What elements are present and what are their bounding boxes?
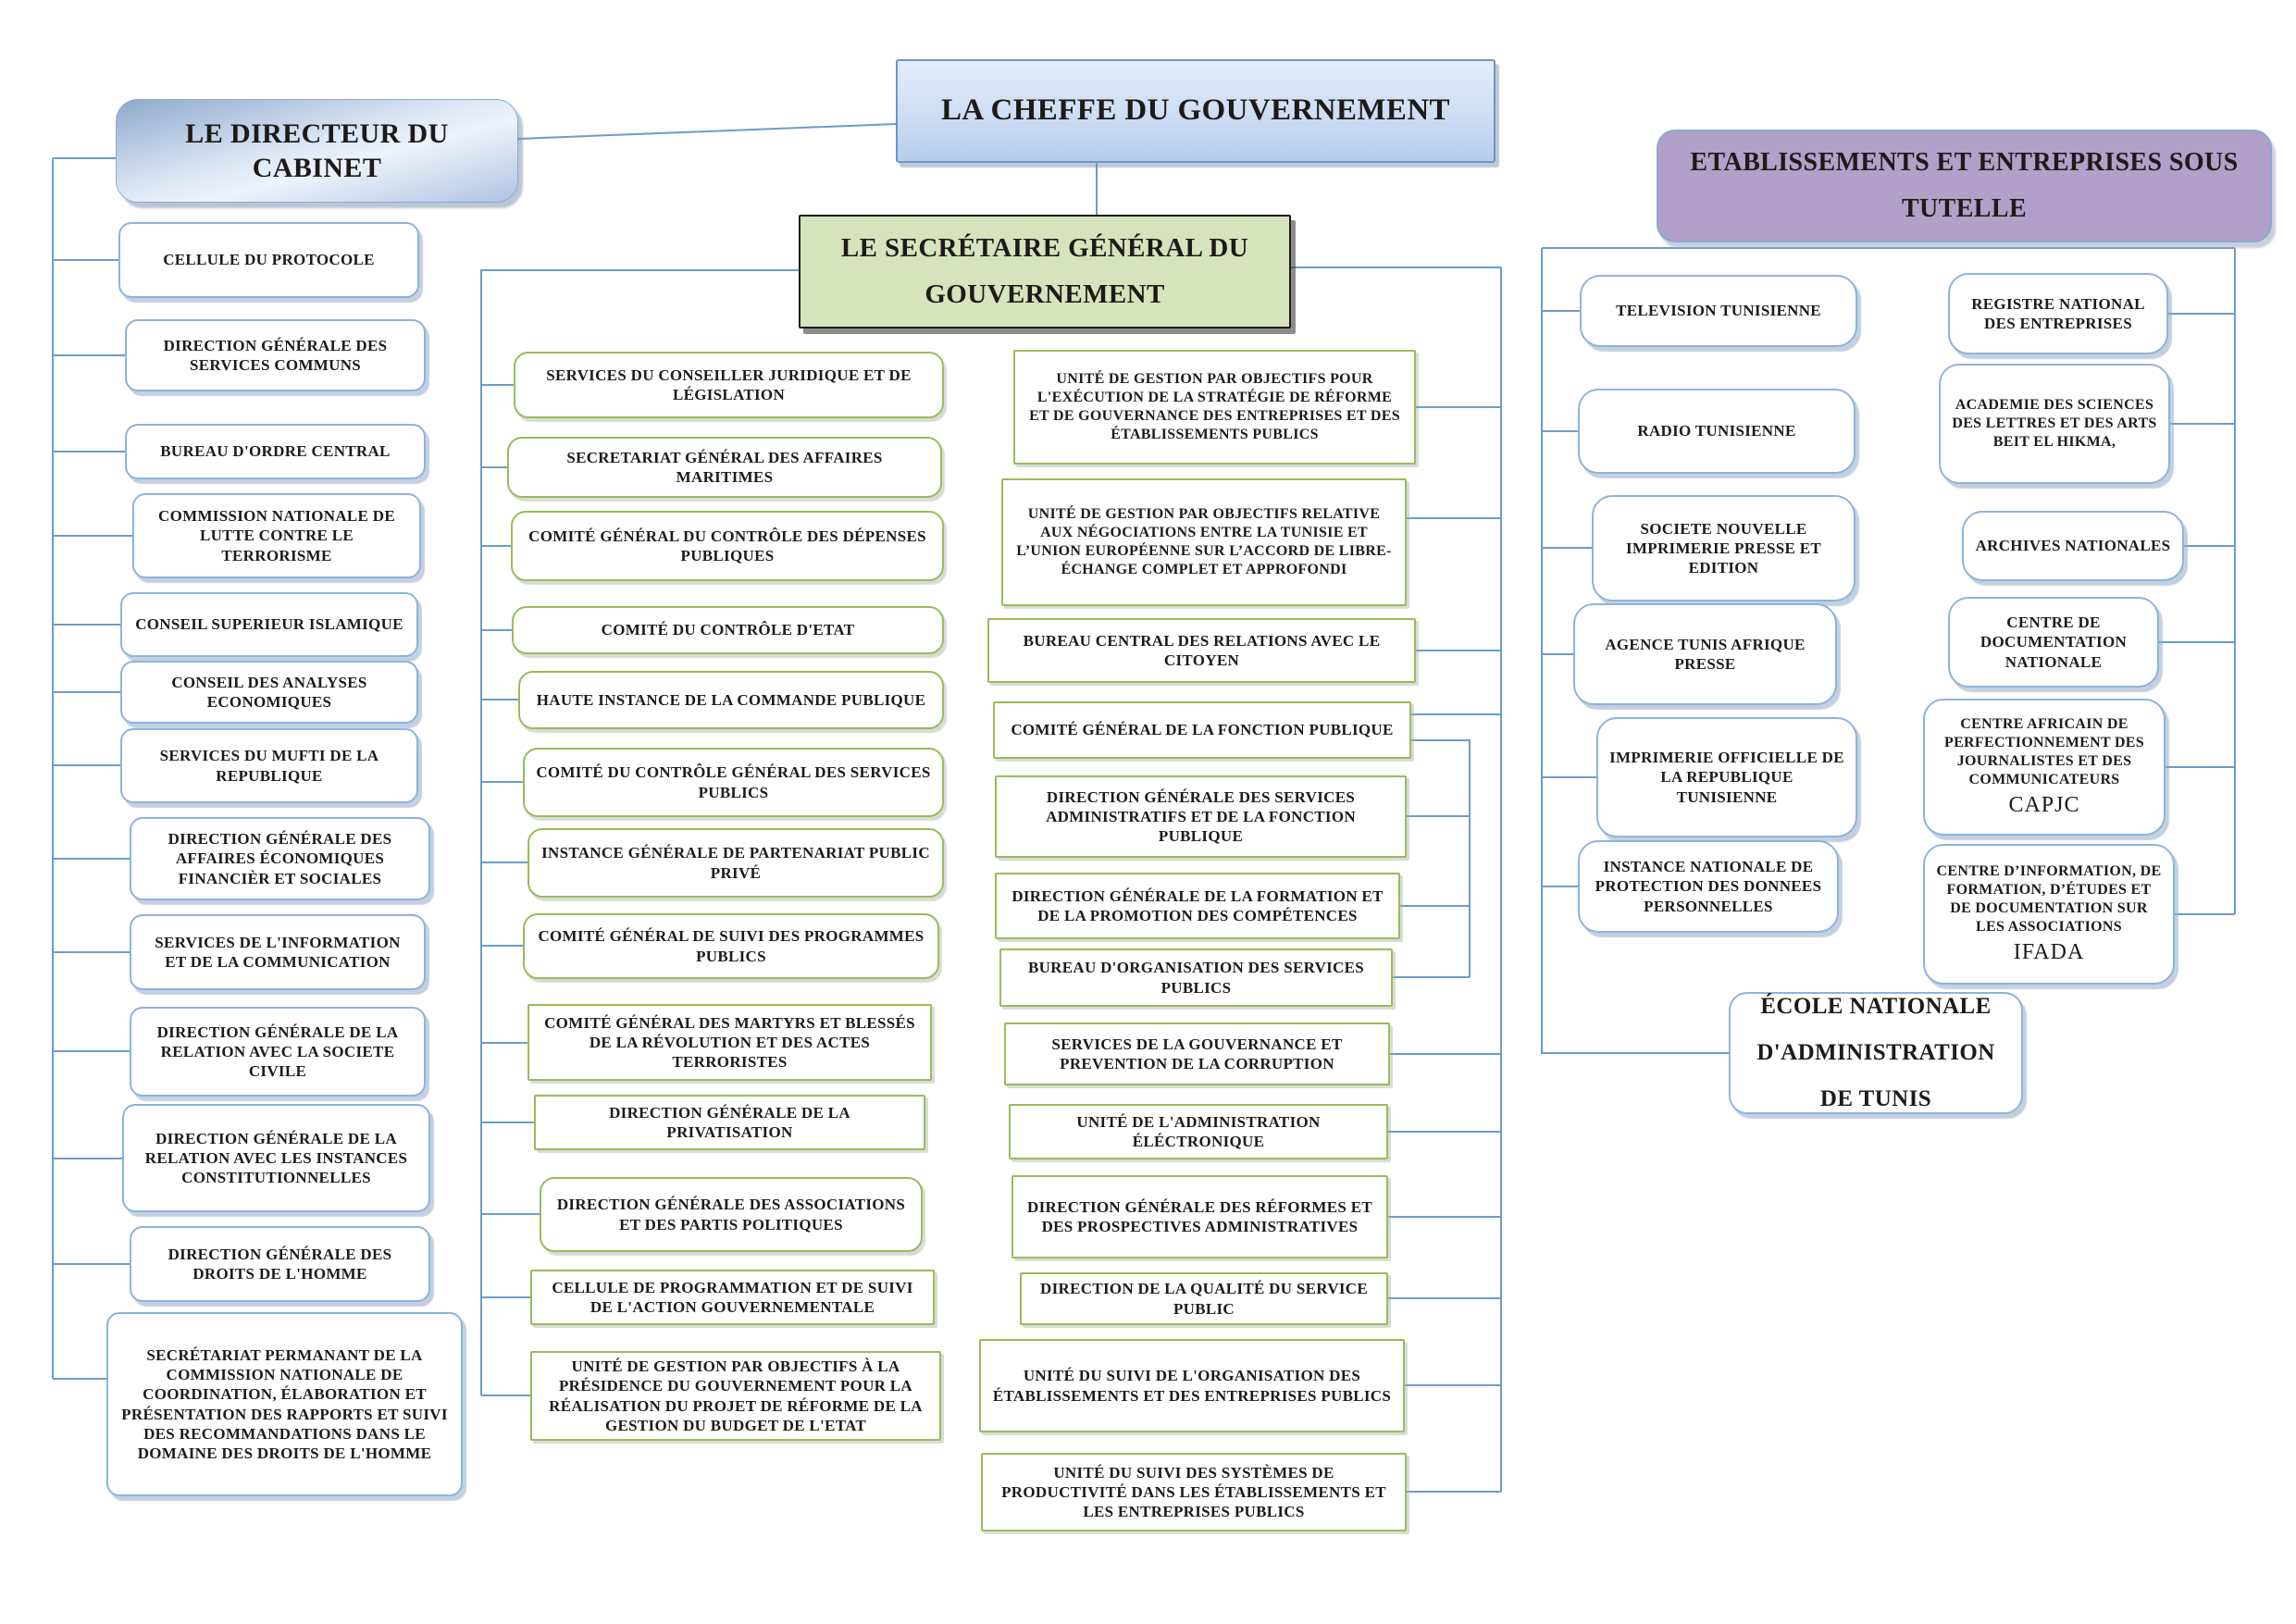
node-label: SERVICES DU MUFTI DE LA REPUBLIQUE xyxy=(159,747,379,785)
node-label: CENTRE D’INFORMATION, DE FORMATION, D’ÉTUDES ET DE DOCUMENTATION SUR LES ASSOCIATIONS xyxy=(1936,863,2162,935)
node-label: DIRECTION GÉNÉRALE DE LA RELATION AVEC LA SOCIETE CIVILE xyxy=(156,1023,399,1081)
node-label: DIRECTION DE LA QUALITÉ DU SERVICE PUBLIC xyxy=(1040,1280,1368,1318)
org-node-cabinet-0 xyxy=(118,222,419,298)
org-node-tutelle-left-2 xyxy=(1592,495,1855,601)
org-node-sg-left-6 xyxy=(527,828,944,898)
node-label: UNITÉ DE GESTION PAR OBJECTIFS À LA PRÉSIDENCE DU GOUVERNEMENT POUR LA RÉALISATION DU PROJET DE RÉFORME DE LA GESTION DU BUDGET DE L'ETAT xyxy=(549,1357,923,1434)
org-node-cabinet-9 xyxy=(130,1007,426,1097)
node-label: SOCIETE NOUVELLE IMPRIMERIE PRESSE ET EDITION xyxy=(1626,519,1821,577)
node-label: INSTANCE GÉNÉRALE DE PARTENARIAT PUBLIC PRIVÉ xyxy=(541,844,930,882)
org-node-sg-right-8 xyxy=(1009,1104,1388,1159)
org-node-tutelle-right-5 xyxy=(1923,844,2175,985)
node-label: DIRECTION GÉNÉRALE DE LA RELATION AVEC LES INSTANCES CONSTITUTIONNELLES xyxy=(144,1129,408,1187)
node-label: LE DIRECTEUR DU CABINET xyxy=(185,118,449,183)
org-node-cabinet-1 xyxy=(125,319,426,391)
node-label: ETABLISSEMENTS ET ENTREPRISES SOUS TUTELLE xyxy=(1690,147,2239,223)
node-label: ÉCOLE NATIONALE D'ADMINISTRATION DE TUNIS xyxy=(1756,994,1995,1111)
node-label: BUREAU CENTRAL DES RELATIONS AVEC LE CITOYEN xyxy=(1023,631,1381,669)
org-node-sg-left-4 xyxy=(518,671,944,729)
org-node-tutelle-left-3 xyxy=(1573,603,1837,705)
org-node-sg-left-1 xyxy=(507,437,942,498)
org-node-tutelle-left-5 xyxy=(1578,840,1839,933)
node-etablissements-tutelle xyxy=(1657,130,2272,242)
node-label: CENTRE DE DOCUMENTATION NATIONALE xyxy=(1980,614,2128,671)
org-node-tutelle-right-1 xyxy=(1939,364,2170,484)
node-label: DIRECTION GÉNÉRALE DE LA PRIVATISATION xyxy=(609,1103,850,1141)
node-label: DIRECTION GÉNÉRALE DES ASSOCIATIONS ET DES PARTIS POLITIQUES xyxy=(556,1196,906,1233)
org-node-sg-left-8 xyxy=(527,1004,932,1081)
org-node-cabinet-3 xyxy=(132,493,421,578)
org-node-tutelle-left-1 xyxy=(1578,389,1855,474)
org-node-sg-right-1 xyxy=(1001,478,1407,606)
org-node-cabinet-4 xyxy=(120,592,418,657)
node-label: SERVICES DE L'INFORMATION ET DE LA COMMUNICATION xyxy=(155,933,401,971)
node-label: HAUTE INSTANCE DE LA COMMANDE PUBLIQUE xyxy=(536,690,926,709)
org-node-cabinet-10 xyxy=(122,1104,430,1212)
node-label: INSTANCE NATIONALE DE PROTECTION DES DONNEES PERSONNELLES xyxy=(1595,858,1822,915)
org-node-tutelle-right-4 xyxy=(1923,699,2166,836)
node-label: LA CHEFFE DU GOUVERNEMENT xyxy=(941,93,1450,128)
node-label: AGENCE TUNIS AFRIQUE PRESSE xyxy=(1605,635,1806,673)
org-node-sg-left-12 xyxy=(530,1351,941,1441)
org-node-cabinet-5 xyxy=(120,661,418,724)
org-node-tutelle-right-3 xyxy=(1948,597,2159,688)
node-ecole-nationale-administration xyxy=(1729,992,2023,1114)
node-secretaire-general xyxy=(799,215,1291,329)
node-label: CENTRE AFRICAIN DE PERFECTIONNEMENT DES JOURNALISTES ET DES COMMUNICATEURS xyxy=(1944,716,2144,787)
node-label: CELLULE DE PROGRAMMATION ET DE SUIVI DE L'ACTION GOUVERNEMENTALE xyxy=(552,1278,913,1316)
node-label: CELLULE DU PROTOCOLE xyxy=(163,251,375,269)
node-directeur-cabinet xyxy=(116,99,518,203)
node-label: DIRECTION GÉNÉRALE DES SERVICES COMMUNS xyxy=(163,336,388,374)
org-node-sg-left-9 xyxy=(534,1095,925,1150)
node-label: COMITÉ GÉNÉRAL DES MARTYRS ET BLESSÉS DE LA RÉVOLUTION ET DES ACTES TERRORISTES xyxy=(544,1013,915,1072)
org-node-cabinet-8 xyxy=(130,914,426,990)
org-node-sg-left-3 xyxy=(512,606,944,654)
node-label: DIRECTION GÉNÉRALE DES AFFAIRES ÉCONOMIQUES FINANCIÈR ET SOCIALES xyxy=(168,830,392,887)
org-node-sg-right-3 xyxy=(993,701,1411,759)
node-label: COMITÉ GÉNÉRAL DE SUIVI DES PROGRAMMES PUBLICS xyxy=(538,927,925,965)
node-label: RADIO TUNISIENNE xyxy=(1637,422,1796,440)
node-label: SERVICES DU CONSEILLER JURIDIQUE ET DE LÉGISLATION xyxy=(546,366,912,403)
org-node-sg-left-2 xyxy=(511,511,944,581)
org-node-sg-right-5 xyxy=(995,873,1400,939)
node-label: DIRECTION GÉNÉRALE DES DROITS DE L'HOMME xyxy=(168,1245,392,1283)
node-label: UNITÉ DE GESTION PAR OBJECTIFS RELATIVE AUX NÉGOCIATIONS ENTRE LA TUNISIE ET L’UNION EUROPÉENNE SUR L’ACCORD DE LIBRE-ÉCHANGE COMPLET ET APPROFONDI xyxy=(1016,506,1392,577)
org-node-cabinet-12 xyxy=(106,1312,463,1496)
org-node-sg-right-11 xyxy=(979,1339,1405,1432)
org-node-tutelle-right-2 xyxy=(1962,511,2184,581)
org-node-sg-left-11 xyxy=(530,1270,935,1325)
org-node-sg-right-10 xyxy=(1020,1272,1388,1325)
node-label: COMMISSION NATIONALE DE LUTTE CONTRE LE TERRORISME xyxy=(158,507,395,564)
node-label: UNITÉ DU SUIVI DE L'ORGANISATION DES ÉTABLISSEMENTS ET DES ENTREPRISES PUBLICS xyxy=(992,1367,1392,1405)
node-label: DIRECTION GÉNÉRALE DES RÉFORMES ET DES PROSPECTIVES ADMINISTRATIVES xyxy=(1027,1197,1372,1235)
org-node-tutelle-right-0 xyxy=(1948,273,2168,354)
node-label: COMITÉ GÉNÉRAL DU CONTRÔLE DES DÉPENSES PUBLIQUES xyxy=(528,527,926,564)
org-node-sg-right-12 xyxy=(981,1453,1407,1531)
node-label: COMITÉ DU CONTRÔLE D'ETAT xyxy=(601,621,855,639)
node-cheffe-gouvernement xyxy=(896,59,1496,163)
org-node-sg-right-9 xyxy=(1011,1175,1388,1258)
node-label: BUREAU D'ORDRE CENTRAL xyxy=(160,442,391,461)
org-node-sg-right-2 xyxy=(987,618,1416,683)
org-node-cabinet-2 xyxy=(125,424,426,479)
org-node-sg-left-7 xyxy=(523,913,939,979)
node-label: CONSEIL DES ANALYSES ECONOMIQUES xyxy=(171,673,367,711)
node-label: DIRECTION GÉNÉRALE DES SERVICES ADMINISTRATIFS ET DE LA FONCTION PUBLIQUE xyxy=(1046,787,1356,846)
org-node-cabinet-6 xyxy=(120,728,418,803)
org-node-cabinet-7 xyxy=(130,817,430,900)
node-label: TELEVISION TUNISIENNE xyxy=(1616,302,1821,320)
org-node-sg-left-5 xyxy=(523,748,944,817)
org-node-tutelle-left-0 xyxy=(1580,275,1857,347)
node-label: IMPRIMERIE OFFICIELLE DE LA REPUBLIQUE TUNISIENNE xyxy=(1609,749,1844,806)
org-node-sg-right-4 xyxy=(995,775,1407,858)
org-node-sg-left-10 xyxy=(540,1177,923,1252)
node-label: BUREAU D'ORGANISATION DES SERVICES PUBLICS xyxy=(1027,959,1365,997)
node-acronym: CAPJC xyxy=(2008,793,2080,817)
node-label: CONSEIL SUPERIEUR ISLAMIQUE xyxy=(135,615,403,634)
node-label: REGISTRE NATIONAL DES ENTREPRISES xyxy=(1971,294,2145,332)
node-label: ACADEMIE DES SCIENCES DES LETTRES ET DES ARTS BEIT EL HIKMA, xyxy=(1952,397,2157,450)
org-node-tutelle-left-4 xyxy=(1596,717,1857,837)
node-label: UNITÉ DU SUIVI DES SYSTÈMES DE PRODUCTIVITÉ DANS LES ÉTABLISSEMENTS ET LES ENTREPRISES PUBLICS xyxy=(1001,1463,1386,1521)
node-label: DIRECTION GÉNÉRALE DE LA FORMATION ET DE LA PROMOTION DES COMPÉTENCES xyxy=(1011,886,1384,924)
org-node-sg-right-0 xyxy=(1013,350,1416,465)
node-label: UNITÉ DE L'ADMINISTRATION ÉLÉCTRONIQUE xyxy=(1076,1112,1321,1150)
node-label: COMITÉ GÉNÉRAL DE LA FONCTION PUBLIQUE xyxy=(1011,721,1394,739)
org-node-cabinet-11 xyxy=(130,1226,430,1302)
org-node-sg-right-7 xyxy=(1004,1023,1390,1085)
node-label: SECRÉTARIAT PERMANANT DE LA COMMISSION NATIONALE DE COORDINATION, ÉLABORATION ET PRÉSENTATION DES RAPPORTS ET SUIVI DES RECOMMANDATIONS DANS LE DOMAINE DES DROITS DE L'HOMME xyxy=(121,1345,448,1462)
node-label: SECRETARIAT GÉNÉRAL DES AFFAIRES MARITIMES xyxy=(566,448,883,486)
node-label: UNITÉ DE GESTION PAR OBJECTIFS POUR L'EXÉCUTION DE LA STRATÉGIE DE RÉFORME ET DE GOUVERNANCE DES ENTREPRISES ET DES ÉTABLISSEMENTS PUBLICS xyxy=(1029,371,1400,442)
org-node-sg-left-0 xyxy=(514,352,944,418)
node-label: COMITÉ DU CONTRÔLE GÉNÉRAL DES SERVICES PUBLICS xyxy=(536,763,931,801)
node-label: ARCHIVES NATIONALES xyxy=(1975,537,2171,555)
org-node-sg-right-6 xyxy=(999,948,1393,1007)
node-label: SERVICES DE LA GOUVERNANCE ET PREVENTION DE LA CORRUPTION xyxy=(1051,1035,1343,1072)
node-acronym: IFADA xyxy=(2013,940,2085,964)
node-label: LE SECRÉTAIRE GÉNÉRAL DU GOUVERNEMENT xyxy=(840,233,1249,309)
